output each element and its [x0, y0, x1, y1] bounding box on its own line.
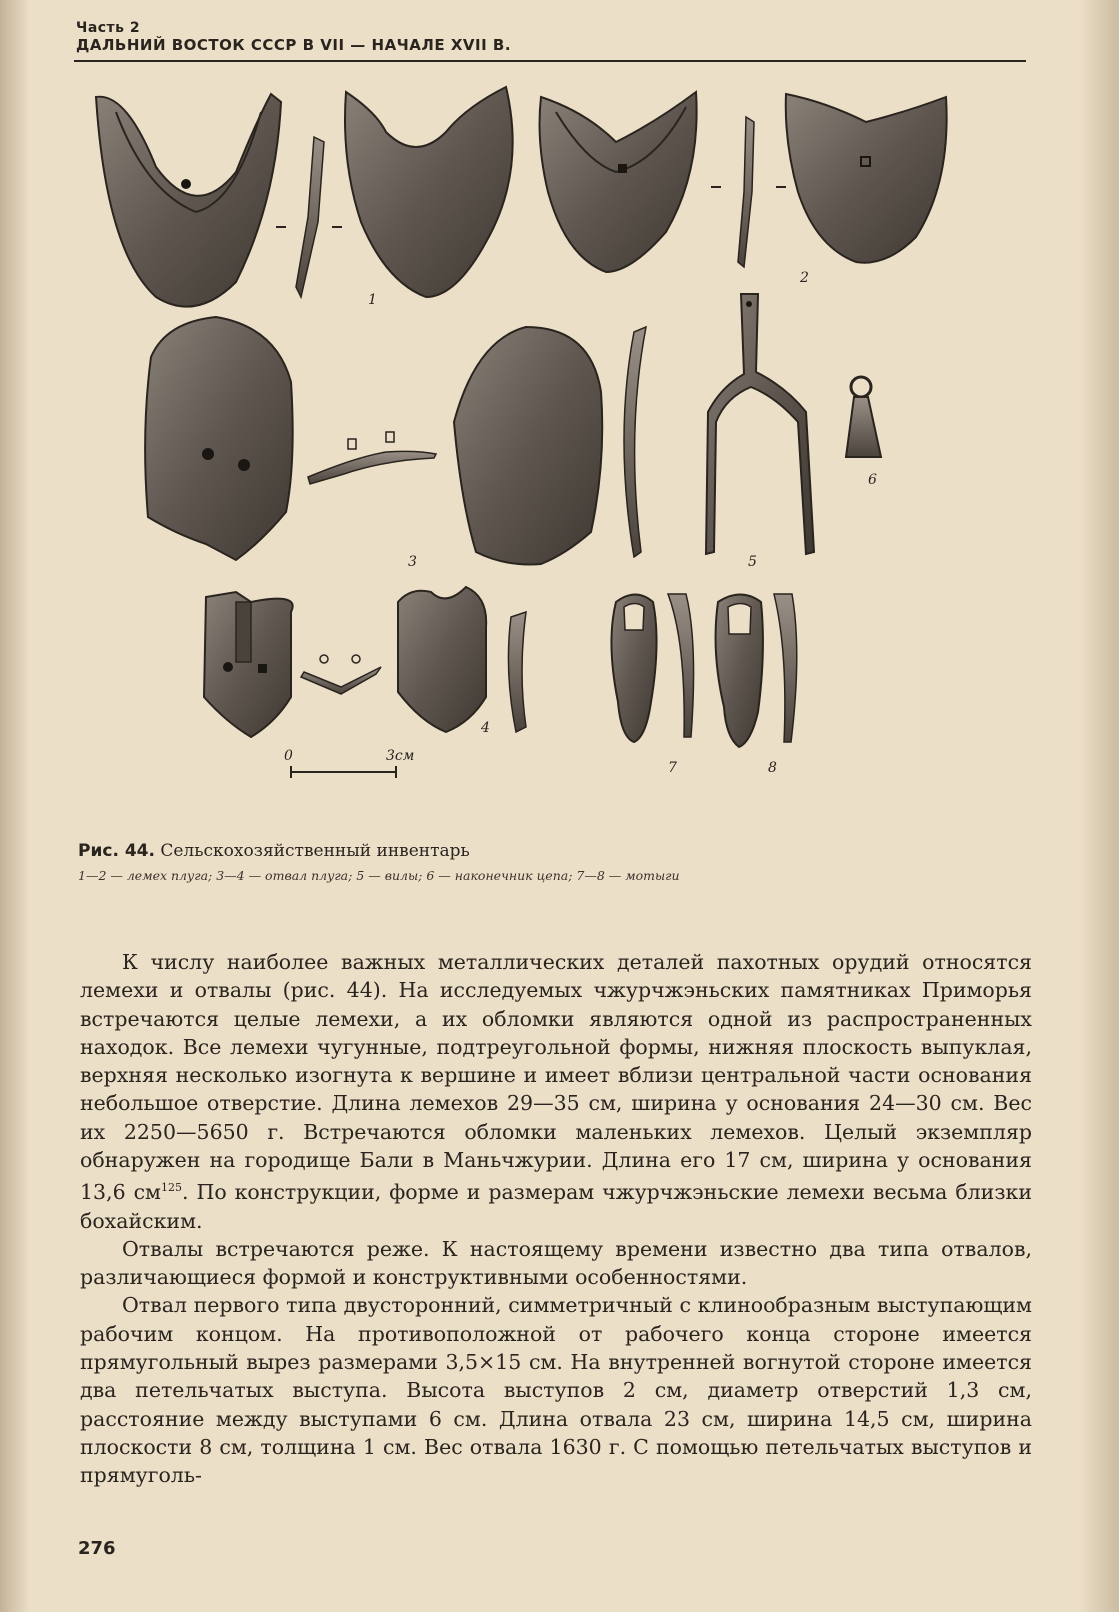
ploughshare-2-profile: [711, 117, 786, 267]
figure-label-6: 6: [868, 472, 877, 488]
ploughshare-1-profile: [276, 137, 342, 297]
paragraph-3: Отвал первого типа двусторонний, симметричный с клинообразным выступающим рабочим концом. На противоположной от рабочего конца стороне имеется прямугольный вырез размерами 3,5×15 см. На внутренней вогнутой стороне имеется два петельчатых выступа. Высота выступов 2 см, диаметр отверстий 1,3 см, расстояние между выступами 6 см. Длина отвала 23 см, ширина 14,5 см, ширина плоскости 8 см, толщина 1 см. Вес отвала 1630 г. С помощью петельчатых выступов и прямуголь-: [80, 1293, 1032, 1488]
paragraph-1: [80, 948, 1032, 1235]
running-head: [76, 20, 1026, 54]
figure-illustration: [86, 82, 986, 802]
figure-label-8: 8: [768, 760, 777, 776]
ploughshare-2-front: [540, 92, 697, 272]
pitchfork-5: [706, 294, 814, 554]
figure-label-4: 4: [481, 720, 490, 736]
mouldboard-3-section: [308, 432, 436, 484]
artifact-drawings: [86, 82, 986, 802]
figure-label-1: 1: [368, 292, 377, 308]
mouldboard-4-section: [301, 655, 381, 694]
hoe-7-front: [611, 595, 656, 743]
hoe-8-profile: [774, 594, 797, 742]
figure-caption: [78, 840, 1018, 884]
caption-legend: 1—2 — лемех плуга; 3—4 — отвал плуга; 5 — вилы; 6 — наконечник цепа; 7—8 — мотыги: [78, 868, 680, 883]
paragraph-2: Отвалы встречаются реже. К настоящему времени известно два типа отвалов, различающиеся формой и конструктивными особенностями.: [80, 1236, 1032, 1290]
mouldboard-3-front: [145, 317, 293, 560]
paragraph-1-tail: . По конструкции, форме и размерам чжурчжэньские лемехи весьма близки бохайским.: [80, 1180, 1033, 1233]
figure-number: Рис. 44.: [78, 841, 155, 861]
hoe-8-front: [716, 595, 763, 748]
footnote-ref: 125: [161, 1181, 183, 1195]
body-text: [80, 948, 1032, 1489]
hoe-7-profile: [668, 594, 694, 737]
caption-title: Сельскохозяйственный инвентарь: [160, 841, 470, 861]
flail-tip-6: [846, 377, 881, 457]
scale-end-label: 3см: [386, 748, 415, 764]
mouldboard-4-profile: [508, 612, 526, 732]
mouldboard-4-front: [204, 592, 293, 737]
figure-label-5: 5: [748, 554, 757, 570]
part-label: Часть 2: [76, 20, 141, 36]
paragraph-1-text: К числу наиболее важных металлических деталей пахотных орудий относятся лемехи и отвалы (рис. 44). На исследуемых чжурчжэньских памятниках Приморья встречаются целые лемехи, а их обломки являются одной из распространенных находок. Все лемехи чугунные, подтреугольной формы, нижняя плоскость выпуклая, верхняя несколько изогнута к вершине и имеет вблизи центральной части основания небольшое отверстие. Длина лемехов 29—35 см, ширина у основания 24—30 см. Вес их 2250—5650 г. Встречаются обломки маленьких лемехов. Целый экземпляр обнаружен на городище Бали в Маньчжурии. Длина его 17 см, ширина у основания 13,6 см: [80, 950, 1032, 1205]
ploughshare-1-back: [345, 87, 513, 297]
figure-label-7: 7: [668, 760, 677, 776]
page-number: 276: [78, 1538, 116, 1559]
mouldboard-3-profile: [624, 327, 646, 557]
scale-bar: [284, 748, 414, 778]
figure-label-3: 3: [408, 554, 417, 570]
scale-start-label: 0: [284, 748, 293, 764]
ploughshare-1-front: [96, 94, 281, 307]
header-rule: [74, 60, 1026, 62]
figure-label-2: 2: [800, 270, 809, 286]
mouldboard-4-back: [398, 587, 486, 732]
ploughshare-2-back: [786, 94, 947, 263]
mouldboard-3-back: [454, 327, 602, 565]
caption-title-line: [78, 840, 1018, 862]
chapter-title: ДАЛЬНИЙ ВОСТОК СССР В VII — НАЧАЛЕ XVII В.: [76, 36, 512, 54]
